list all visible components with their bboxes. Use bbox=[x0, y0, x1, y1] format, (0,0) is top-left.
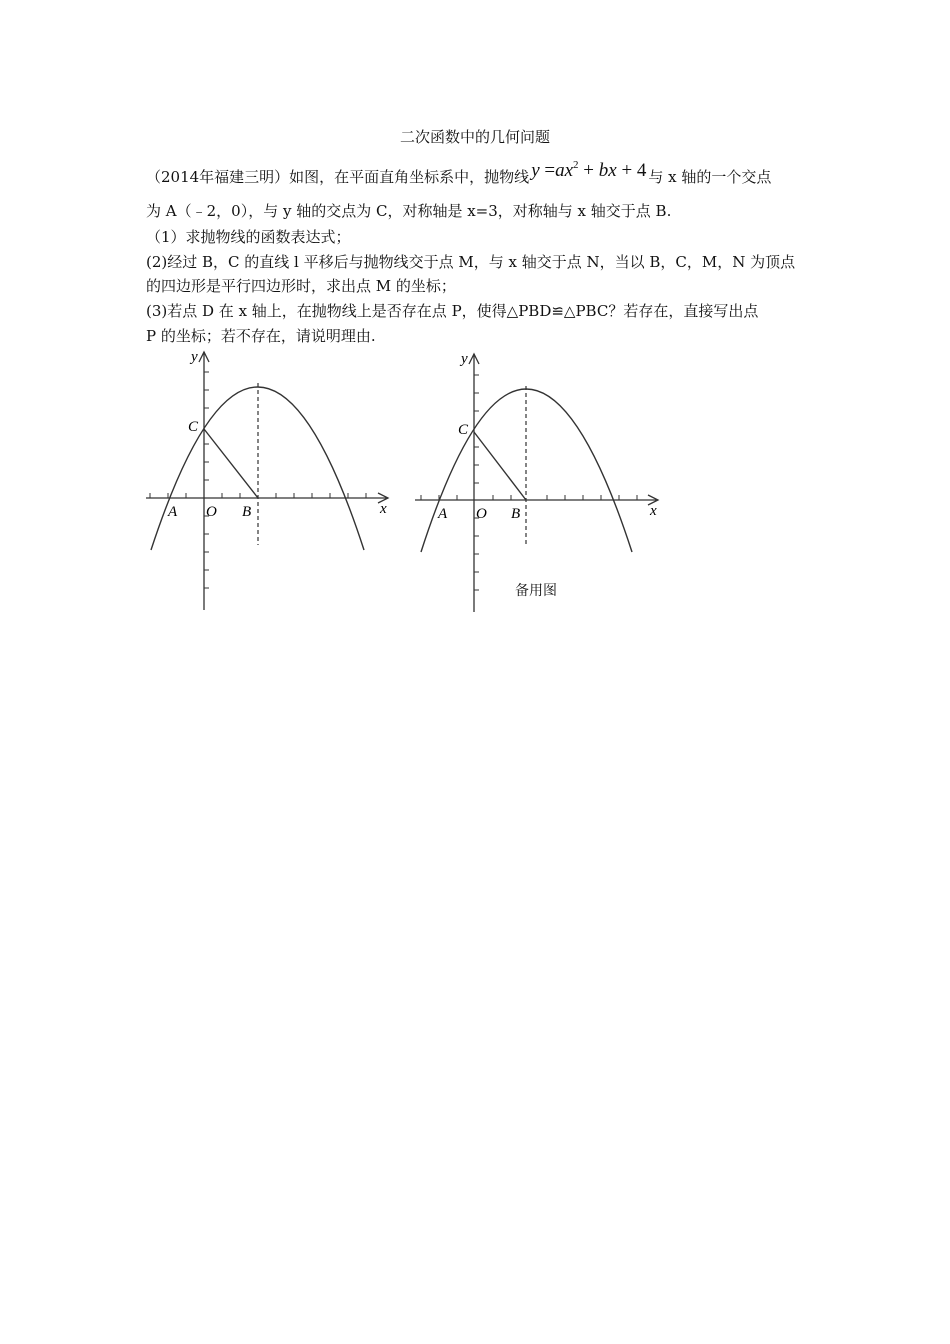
label-o: O bbox=[206, 504, 217, 520]
label-b: B bbox=[511, 506, 521, 522]
problem-intro: （2014年福建三明）如图，在平面直角坐标系中，抛物线 bbox=[146, 168, 530, 186]
segment-cb bbox=[204, 429, 258, 498]
document-title: 二次函数中的几何问题 bbox=[399, 128, 550, 146]
label-x: x bbox=[650, 503, 657, 519]
label-x: x bbox=[380, 501, 387, 517]
formula-square: 2 bbox=[573, 159, 579, 171]
question-1: （1）求抛物线的函数表达式； bbox=[146, 228, 351, 246]
segment-cb bbox=[474, 432, 526, 500]
x-ticks bbox=[421, 495, 637, 500]
formula-eq: = bbox=[544, 160, 556, 181]
label-o: O bbox=[476, 506, 487, 522]
label-c: C bbox=[458, 422, 469, 438]
label-y: y bbox=[191, 349, 198, 365]
formula-plus-1: + bbox=[583, 160, 594, 181]
problem-line-1 bbox=[146, 161, 771, 187]
question-2-line-2: 的四边形是平行四边形时，求出点 M 的坐标； bbox=[146, 277, 456, 295]
label-c: C bbox=[188, 419, 199, 435]
x-axis bbox=[146, 493, 388, 503]
formula-ax: ax bbox=[555, 160, 574, 181]
formula-plus-2: + bbox=[621, 160, 633, 181]
figure-main bbox=[140, 342, 400, 614]
y-axis bbox=[199, 352, 209, 610]
figure-spare bbox=[410, 344, 670, 616]
formula-y: y bbox=[531, 160, 540, 181]
x-axis bbox=[415, 495, 658, 505]
question-3-line-2: P 的坐标；若不存在，请说明理由. bbox=[146, 327, 376, 345]
question-2-line-1: (2)经过 B，C 的直线 l 平移后与抛物线交于点 M，与 x 轴交于点 N，当以 B，C，M，N 为顶点 bbox=[146, 253, 796, 271]
label-a: A bbox=[438, 506, 448, 522]
y-ticks bbox=[474, 375, 479, 590]
label-y: y bbox=[461, 351, 468, 367]
formula-constant: 4 bbox=[636, 160, 647, 181]
parabola-formula bbox=[529, 160, 648, 181]
spare-figure-caption: 备用图 bbox=[515, 583, 557, 599]
question-3-line-1: (3)若点 D 在 x 轴上，在抛物线上是否存在点 P，使得△PBD≌△PBC？若存在，直接写出点 bbox=[146, 302, 759, 320]
label-b: B bbox=[242, 504, 252, 520]
problem-line-2: 为 A（﹣2，0），与 y 轴的交点为 C，对称轴是 x=3，对称轴与 x 轴交于点 B. bbox=[146, 202, 672, 220]
formula-bx: bx bbox=[598, 160, 617, 181]
label-a: A bbox=[168, 504, 178, 520]
y-ticks bbox=[204, 372, 209, 588]
problem-intro-cont: 与 x 轴的一个交点 bbox=[648, 168, 772, 186]
